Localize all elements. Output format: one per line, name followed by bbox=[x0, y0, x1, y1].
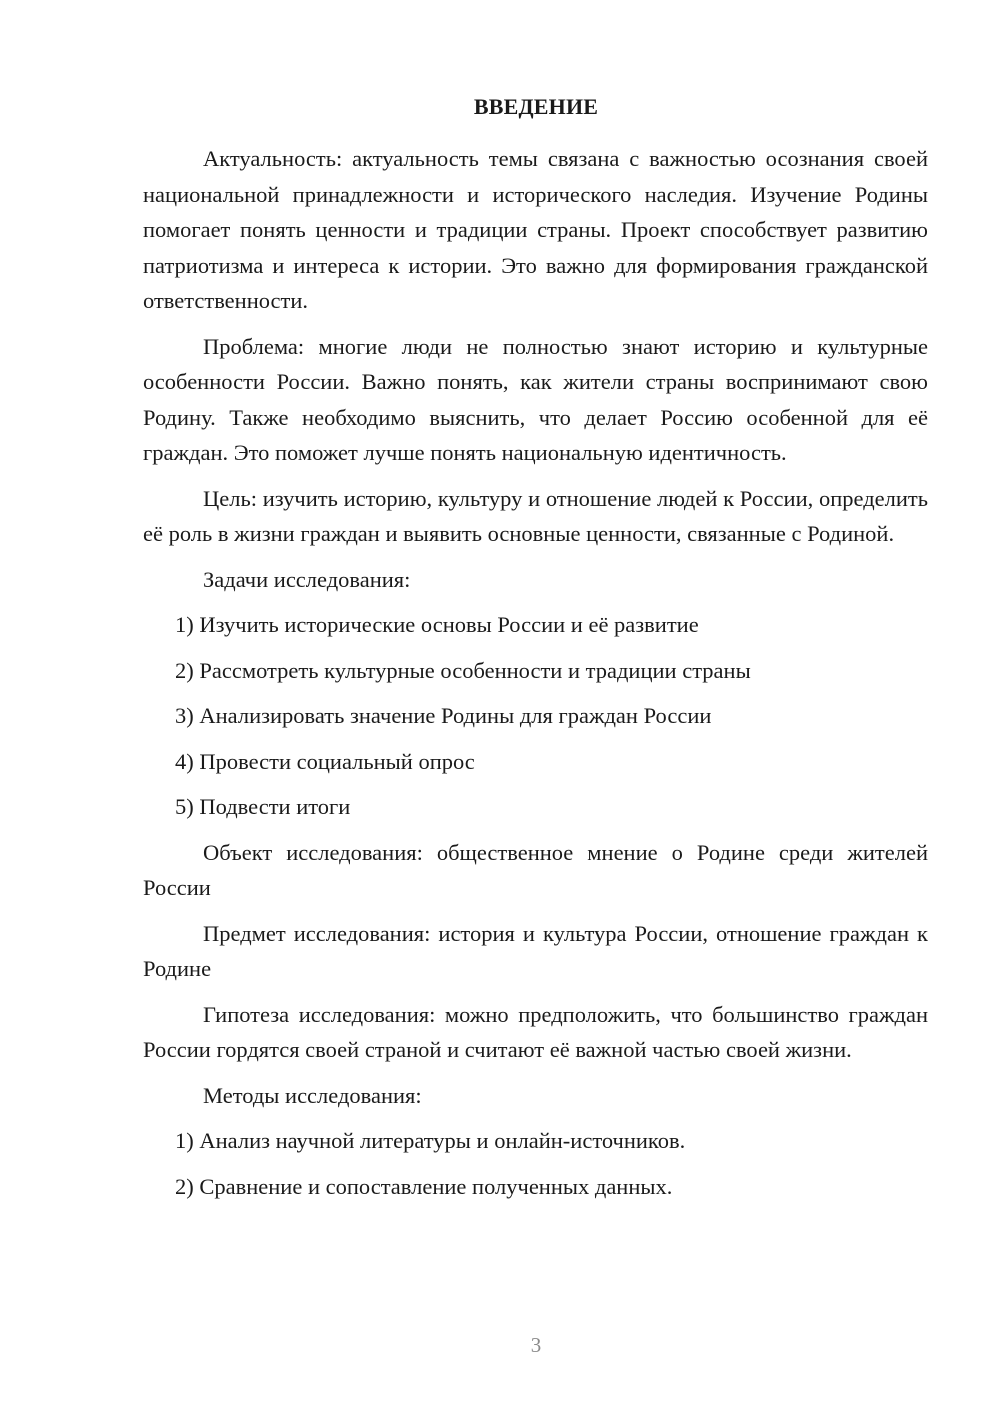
document-body bbox=[143, 141, 928, 1214]
method-item-2: 2) Сравнение и сопоставление полученных данных. bbox=[175, 1173, 673, 1199]
paragraph-goal: Цель: изучить историю, культуру и отношение людей к России, определить её роль в жизни граждан и выявить основные ценности, связанные с Родиной. bbox=[143, 485, 928, 546]
paragraph-hypothesis: Гипотеза исследования: можно предположить, что большинство граждан России гордятся своей страной и считают её важной частью своей жизни. bbox=[143, 1001, 928, 1062]
task-item-5: 5) Подвести итоги bbox=[175, 794, 351, 819]
paragraph-relevance: Актуальность: актуальность темы связана с важностью осознания своей национальной принадлежности и исторического наследия. Изучение Родины помогает понять ценности и традиции страны. Проект способствует развитию патриотизма и интереса к истории. Это важно для формирования гражданской ответственности. bbox=[143, 146, 928, 313]
tasks-heading: Задачи исследования: bbox=[203, 566, 411, 592]
task-item-1: 1) Изучить исторические основы России и её развитие bbox=[175, 612, 699, 637]
task-item-3: 3) Анализировать значение Родины для граждан России bbox=[175, 703, 712, 728]
paragraph-object: Объект исследования: общественное мнение о Родине среди жителей России bbox=[143, 839, 928, 900]
method-item-1: 1) Анализ научной литературы и онлайн-источников. bbox=[175, 1128, 686, 1153]
task-item-2: 2) Рассмотреть культурные особенности и традиции страны bbox=[175, 657, 751, 683]
page-number: 3 bbox=[530, 1333, 542, 1357]
paragraph-subject: Предмет исследования: история и культура России, отношение граждан к Родине bbox=[143, 920, 928, 981]
paragraph-problem: Проблема: многие люди не полностью знают историю и культурные особенности России. Важно понять, как жители страны воспринимают свою Родину. Также необходимо выяснить, что делает Россию особенной для её граждан. Это поможет лучше понять национальную идентичность. bbox=[143, 333, 928, 465]
methods-heading: Методы исследования: bbox=[203, 1082, 422, 1108]
section-title: ВВЕДЕНИЕ bbox=[473, 94, 599, 119]
task-item-4: 4) Провести социальный опрос bbox=[175, 748, 475, 774]
